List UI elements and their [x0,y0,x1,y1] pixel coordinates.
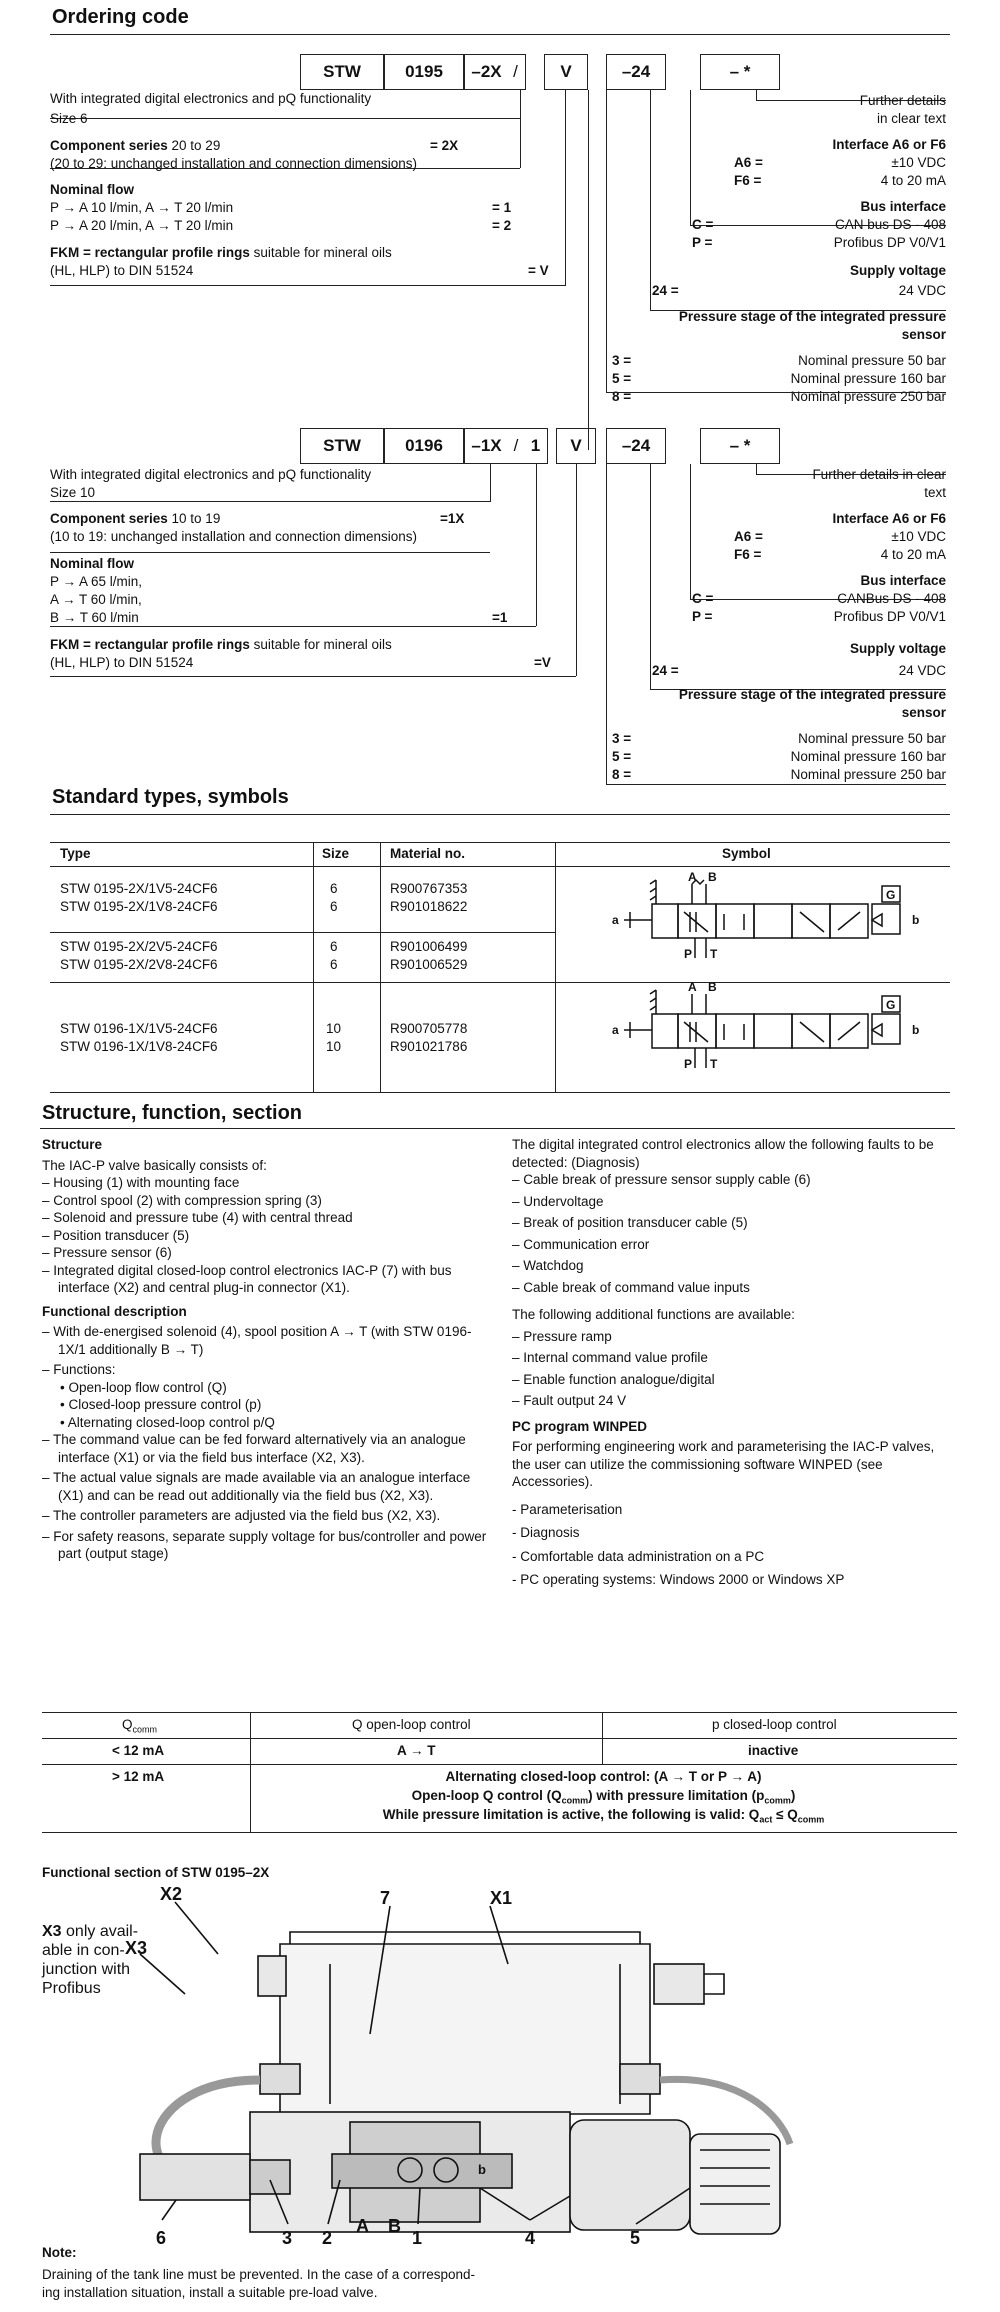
c2-flow-head: Nominal flow [50,556,134,571]
table-cell: 6 [330,881,338,896]
c2-flow-3: B → T 60 l/min [50,610,139,625]
code2-box-slash: / [506,428,526,464]
qtable-r1c3: inactive [748,1743,799,1758]
qtable-head-qcomm: $Q_{comm}$ [122,1717,158,1735]
symbol-label-A: A [688,982,697,994]
types-col-material: Material no. [390,846,466,861]
list-item: – Internal command value profile [512,1350,708,1365]
functional-section-heading: Functional section of STW 0195–2X [42,1865,270,1880]
c1-fkm-2: (HL, HLP) to DIN 51524 [50,263,194,278]
c1-flow-2: P → A 20 l/min, A → T 20 l/min [50,218,234,233]
c1-fkm: FKM = rectangular profile rings suitable for mineral oils [50,245,392,260]
code-box-series: 0195 [384,54,464,90]
code2-box-further: – * [700,428,780,464]
table-cell: R901021786 [390,1039,468,1054]
qtable-r1c2: A → T [397,1743,436,1758]
hydraulic-symbol-2 [610,982,940,1092]
c2-series-note: (10 to 19: unchanged installation and connection dimensions) [50,529,417,544]
c2-press-head-2: sensor [901,705,946,720]
c2-flow-code: =1 [492,610,508,625]
c1-s24-code: 24 = [652,283,679,298]
symbol-label-P: P [684,947,693,961]
list-item: - PC operating systems: Windows 2000 or Windows XP [512,1572,845,1587]
c2-desc-2: Size 10 [50,485,96,500]
code-box-voltage: –24 [606,54,666,90]
c1-supply-head: Supply voltage [849,263,946,278]
list-item: – Enable function analogue/digital [512,1371,715,1387]
structure-heading: Structure, function, section [42,1102,303,1124]
c1-iface-head: Interface A6 or F6 [832,137,946,152]
c1-desc-2: Size 6 [50,111,88,126]
list-item: - Comfortable data administration on a PC [512,1548,765,1564]
c2-series: Component series 10 to 19 [50,511,221,526]
structure-subhead: Structure [42,1137,103,1152]
symbol-label-A: A [688,872,697,884]
symbol-label-B: B [708,872,717,884]
c1-bus-head: Bus interface [860,199,946,214]
symbol-label-B: B [708,982,717,994]
label-1: 1 [412,2228,423,2248]
c1-fkm-code: = V [528,263,549,278]
label-6: 6 [156,2228,167,2248]
label-B: B [388,2216,401,2236]
c2-further: Further details in clear [812,467,946,482]
c2-fkm: FKM = rectangular profile rings suitable for mineral oils [50,637,392,652]
c1-p-code: P = [692,235,713,250]
qtable-head-p: p closed-loop control [712,1717,837,1732]
list-item: • Open-loop flow control (Q) [60,1379,227,1395]
c1-p3-val: Nominal pressure 50 bar [798,353,946,368]
list-item: – Cable break of pressure sensor supply cable (6) [512,1172,811,1187]
ordering-heading: Ordering code [52,6,189,28]
code2-box-flow: 1 [524,428,548,464]
qtable-r1c1: < 12 mA [112,1743,165,1758]
code2-box-component: –1X [464,428,508,464]
c2-c-code: C = [692,591,714,606]
types-col-type: Type [60,846,91,861]
diag-intro: The digital integrated control electronics allow the following faults to be detected: (Diagnosis) [512,1137,934,1170]
table-cell: 6 [330,939,338,954]
c1-s24-val: 24 VDC [898,283,946,298]
list-item: - Parameterisation [512,1501,623,1517]
label-b: b [478,2162,486,2177]
c2-supply-head: Supply voltage [849,641,946,656]
list-item: - Diagnosis [512,1525,580,1540]
c2-p5-val: Nominal pressure 160 bar [790,749,946,764]
table-cell: R901006529 [390,957,468,972]
code2-box-series: 0196 [384,428,464,464]
hydraulic-symbol-1 [610,872,940,982]
table-cell: 10 [326,1021,342,1036]
c1-further: Further details [859,93,946,108]
c1-desc-1: With integrated digital electronics and pQ functionality [50,91,372,106]
label-5: 5 [630,2228,641,2248]
qtable-r2-line3: While pressure limitation is active, the following is valid: $Q_{act} \le Q_{comm}$ [382,1807,825,1825]
c2-f6-val: 4 to 20 mA [880,547,946,562]
types-col-symbol: Symbol [722,846,771,861]
list-item: – Housing (1) with mounting face [42,1175,240,1190]
c1-flow-2-code: = 2 [492,218,512,233]
list-item: – With de-energised solenoid (4), spool position A → T (with STW 0196-1X/1 additionally B → T) [42,1324,472,1357]
c2-p3-code: 3 = [612,731,632,746]
table-row: STW 0195-2X/2V5-24CF6 [60,939,218,954]
qtable-r2-line1: Alternating closed-loop control: (A → T or P → A) [445,1769,762,1784]
list-item: – Undervoltage [512,1193,604,1209]
table-cell: R900767353 [390,881,468,896]
c2-p5-code: 5 = [612,749,632,764]
code-box-seal: V [544,54,588,90]
c2-a6-code: A6 = [734,529,763,544]
pc-text: For performing engineering work and parameterising the IAC-P valves, the user can utilize the commissioning software WINPED (see Accessories). [512,1439,935,1489]
note-line-1: Draining of the tank line must be prevented. In the case of a correspond- [42,2267,476,2282]
c2-further-2: text [924,485,946,500]
c1-f6-code: F6 = [734,173,762,188]
c1-a6-val: ±10 VDC [891,155,946,170]
table-cell: 6 [330,899,338,914]
c2-p3-val: Nominal pressure 50 bar [798,731,946,746]
list-item: – For safety reasons, separate supply voltage for bus/controller and power part (output stage) [42,1528,487,1561]
list-item: – The controller parameters are adjusted via the field bus (X2, X3). [42,1508,441,1523]
table-cell: R901006499 [390,939,468,954]
list-item: – Pressure ramp [512,1328,612,1344]
pc-subhead: PC program WINPED [512,1418,648,1434]
code2-box-seal: V [556,428,596,464]
table-cell: R901018622 [390,899,468,914]
func-subhead: Functional description [42,1303,187,1319]
label-A: A [356,2216,369,2236]
list-item: – Cable break of command value inputs [512,1279,750,1295]
label-4: 4 [525,2228,536,2248]
symbol-label-G: G [886,998,896,1012]
label-x3: X3 [125,1938,148,1958]
standard-heading: Standard types, symbols [52,786,289,808]
list-item: • Closed-loop pressure control (p) [60,1397,262,1412]
label-3: 3 [282,2228,293,2248]
symbol-label-b: b [912,1023,920,1037]
c2-bus-head: Bus interface [860,573,946,588]
table-row: STW 0195-2X/1V5-24CF6 [60,881,218,896]
table-row: STW 0196-1X/1V5-24CF6 [60,1021,218,1036]
c2-series-code: =1X [440,511,465,526]
list-item: – Functions: [42,1362,116,1377]
note-line-2: ing installation situation, install a suitable pre-load valve. [42,2285,378,2300]
code-box-component: –2X [464,54,508,90]
add-intro: The following additional functions are available: [512,1307,795,1322]
code2-box-voltage: –24 [606,428,666,464]
c1-further-2: in clear text [876,111,946,126]
valve-section-drawing [100,1884,900,2264]
qtable-r2-line2: Open-loop Q control $(Q_{comm})$ with pressure limitation $(p_{comm})$ [411,1788,796,1806]
c2-p-code: P = [692,609,713,624]
symbol-label-a: a [612,913,619,927]
list-item: – Integrated digital closed-loop control electronics IAC-P (7) with bus interface (X2) and central plug-in connector (X1). [42,1262,452,1295]
qtable-r2c1: > 12 mA [112,1769,165,1784]
c1-press-head: Pressure stage of the integrated pressure [678,309,946,324]
structure-right-column [512,1136,952,1589]
c1-a6-code: A6 = [734,155,763,170]
c2-f6-code: F6 = [734,547,762,562]
c1-p8-code: 8 = [612,389,632,404]
c2-fkm-code: =V [534,655,551,670]
list-item: – Pressure sensor (6) [42,1245,172,1260]
label-x1: X1 [490,1888,513,1908]
list-item: – Fault output 24 V [512,1393,627,1408]
c1-c-val: CAN bus DS - 408 [834,217,946,232]
table-cell: 10 [326,1039,342,1054]
table-row: STW 0195-2X/2V8-24CF6 [60,957,218,972]
list-item: – The command value can be fed forward alternatively via an analogue interface (X1) or via the field bus interface (X2, X3). [42,1432,466,1465]
c2-p-val: Profibus DP V0/V1 [833,609,946,624]
c2-p8-code: 8 = [612,767,632,782]
c2-s24-val: 24 VDC [898,663,946,678]
c2-press-head: Pressure stage of the integrated pressure [678,687,946,702]
c1-p3-code: 3 = [612,353,632,368]
structure-intro: The IAC-P valve basically consists of: [42,1157,267,1173]
c2-desc-1: With integrated digital electronics and pQ functionality [50,467,372,482]
table-cell: 6 [330,957,338,972]
c1-p5-val: Nominal pressure 160 bar [790,371,946,386]
list-item: • Alternating closed-loop control p/Q [60,1414,275,1430]
c1-flow-1-code: = 1 [492,200,512,215]
list-item: – Watchdog [512,1258,584,1273]
c1-series-note: (20 to 29: unchanged installation and connection dimensions) [50,156,417,171]
types-table [50,842,950,1092]
code2-box-stw: STW [300,428,384,464]
label-x2: X2 [160,1884,183,1904]
symbol-label-T: T [710,1057,718,1071]
c2-flow-1: P → A 65 l/min, [50,574,143,589]
label-2: 2 [322,2228,333,2248]
c1-p5-code: 5 = [612,371,632,386]
list-item: – Break of position transducer cable (5) [512,1215,748,1230]
c1-flow-1: P → A 10 l/min, A → T 20 l/min [50,200,234,215]
table-row: STW 0196-1X/1V8-24CF6 [60,1039,218,1054]
c2-s24-code: 24 = [652,663,679,678]
list-item: – Control spool (2) with compression spring (3) [42,1192,322,1208]
structure-left-column [42,1136,492,1563]
x3-note: X3 only avail- able in con- junction with Profibus [42,1923,139,1997]
c2-c-val: CANBus DS - 408 [837,591,946,606]
c2-iface-head: Interface A6 or F6 [832,511,946,526]
c1-series: Component series 20 to 29 [50,138,221,153]
symbol-label-T: T [710,947,718,961]
code-box-stw: STW [300,54,384,90]
c1-series-code: = 2X [430,138,459,153]
c1-p-val: Profibus DP V0/V1 [833,235,946,250]
list-item: – The actual value signals are made available via an analogue interface (X1) and can be read out additionally via the field bus (X2, X3). [42,1470,471,1503]
control-mode-table [42,1712,957,1834]
list-item: – Communication error [512,1236,650,1252]
note-heading: Note: [42,2245,77,2260]
c2-p8-val: Nominal pressure 250 bar [790,767,946,782]
symbol-label-P: P [684,1057,693,1071]
c1-p8-val: Nominal pressure 250 bar [790,389,946,404]
code-box-slash: / [506,54,526,90]
table-row: STW 0195-2X/1V8-24CF6 [60,899,218,914]
c1-flow-head: Nominal flow [50,182,134,197]
c2-a6-val: ±10 VDC [891,529,946,544]
list-item: – Solenoid and pressure tube (4) with central thread [42,1210,353,1225]
symbol-label-G: G [886,888,896,902]
c2-fkm-2: (HL, HLP) to DIN 51524 [50,655,194,670]
types-col-size: Size [322,846,350,861]
symbol-label-b: b [912,913,920,927]
c1-f6-val: 4 to 20 mA [880,173,946,188]
symbol-label-a: a [612,1023,619,1037]
code-box-further: – * [700,54,780,90]
c1-c-code: C = [692,217,714,232]
qtable-head-q: Q open-loop control [352,1717,471,1732]
label-7: 7 [380,1888,391,1908]
table-cell: R900705778 [390,1021,468,1036]
c1-press-head-2: sensor [901,327,946,342]
list-item: – Position transducer (5) [42,1227,190,1243]
c2-flow-2: A → T 60 l/min, [50,592,142,607]
